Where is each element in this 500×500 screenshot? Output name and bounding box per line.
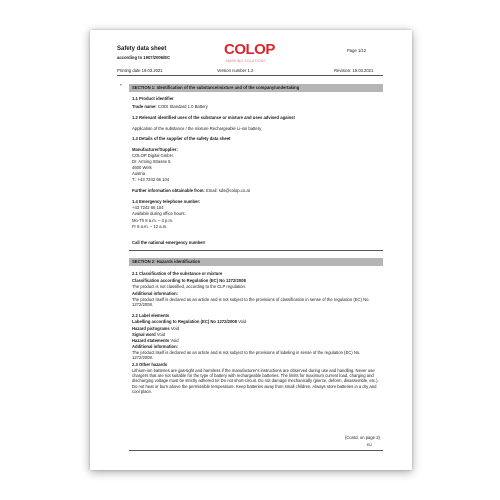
emergency-line: +43 7242 66 104 — [132, 205, 164, 210]
page-number: Page 1/12 — [347, 48, 367, 53]
revision-date: Revision: 19.03.2021 — [334, 68, 374, 73]
logo-tagline: MARKING SOLUTIONS — [226, 59, 266, 63]
pictograms-line — [132, 326, 179, 331]
continued-note: (Contd. on page 2) — [345, 435, 380, 440]
signal-word-label: Signal word — [132, 332, 156, 337]
classification-regulation: Classification according to Regulation (EC) No 1272/2008 — [132, 278, 246, 283]
logo-wordmark: COLOP — [224, 41, 275, 58]
supplier-line: Dr. Arming Strasse 5 — [132, 159, 171, 164]
not-classified-text: The product is not classified, according to the CLP regulation. — [132, 284, 246, 289]
trade-name-label: Trade name: — [132, 104, 157, 109]
emergency-line: Mo-Th 8 a.m. – 4 p.m. — [132, 218, 174, 223]
application-line: Application of the substance / the mixture Rechargeable Li-ion battery — [132, 126, 262, 131]
additional-info-label-2: Additional information: — [132, 344, 179, 349]
supplier-label: Manufacturer/Supplier: — [132, 147, 178, 152]
section-2-2-heading: 2.2 Label elements — [132, 313, 170, 318]
section-1-4-heading: 1.4 Emergency telephone number: — [132, 199, 201, 204]
classification-declaration: The product itself is declared as an article and is not subject to the provisions of classification in sense of the regulation (EC) No. 1272/2008. — [132, 297, 370, 308]
document-title: Safety data sheet — [117, 46, 167, 52]
section-1-heading: SECTION 1: Identification of the substance/mixture and of the company/undertaking — [129, 84, 383, 92]
section-1-2-heading: 1.2 Relevant identified uses of the substance or mixture and uses advised against — [132, 115, 295, 120]
emergency-line: Fr 8 a.m. – 12 a.m. — [132, 224, 168, 229]
labelling-value: Void — [238, 319, 247, 324]
section-2-heading: SECTION 2: Hazards identification — [129, 258, 383, 266]
section-2-1-heading: 2.1 Classification of the substance or mixture — [132, 271, 223, 276]
header-divider — [117, 75, 383, 76]
trade-name-value: CODI Standard 1.0 Battery — [157, 104, 208, 109]
labelling-line — [132, 319, 246, 324]
section-1-end-divider — [129, 250, 383, 251]
national-emergency-note: Call the national emergency number! — [132, 240, 206, 245]
document-subtitle: according to 1907/2006/EC — [117, 55, 171, 60]
signal-word-value: Void — [156, 332, 166, 337]
printing-date: Printing date 19.03.2021 — [117, 68, 163, 73]
supplier-line: COLOP Digital GmbH. — [132, 153, 174, 158]
emergency-line: Available during office hours: — [132, 211, 186, 216]
hazard-statements-value: Void — [170, 338, 179, 343]
supplier-line: 4600 Wels — [132, 165, 152, 170]
hazard-statements-label: Hazard statements — [132, 338, 170, 343]
section-2-end-divider — [129, 450, 383, 451]
supplier-line: T.: +43 7242 66 104 — [132, 177, 170, 182]
supplier-line: Austria — [132, 171, 146, 176]
document-page — [90, 30, 412, 470]
section-1-1-heading: 1.1 Product identifier — [132, 96, 174, 101]
section-2-3-heading: 2.3 Other hazards — [132, 362, 168, 367]
revision-marker: * — [120, 83, 122, 88]
pictograms-value: Void — [170, 326, 180, 331]
colop-logo — [224, 42, 284, 66]
further-info-email[interactable]: Email: sds@colop.co.at — [206, 188, 250, 193]
hazard-statements-line — [132, 338, 179, 343]
additional-info-label: Additional information: — [132, 291, 179, 296]
labeling-declaration: The product itself is declared as an article and is not subject to the provisions of labeling in sense of the regulation (EC) No. 1272/2008. — [132, 350, 361, 361]
pictograms-label: Hazard pictograms — [132, 326, 170, 331]
further-info-label: Further information obtainable from: — [132, 188, 205, 193]
signal-word-line — [132, 332, 165, 337]
trade-name — [132, 104, 208, 109]
labelling-label: Labelling according to Regulation (EC) No 1272/2008 — [132, 319, 237, 324]
section-1-3-heading: 1.3 Details of the supplier of the safety data sheet — [132, 136, 231, 141]
version-number: Version number 1.2 — [217, 68, 254, 73]
language-code: EU — [367, 443, 372, 447]
other-hazards-text: Lithium-ion batteries are gas-tight and harmless if the manufacturer's instructions are observed during use and handling. Never use chargers that are not suitable for the type of battery with rechargeable batteries. The limits for maximum current load, charging and discharging voltage must be strictly adhered to! Do not short-circuit. Do not damage mechanically (pierce, deform, disassemble, etc.). Do not heat or burn above the permissible temperature. Keep batteries away from small children. Always store batteries in a dry and cool place. — [132, 368, 379, 394]
further-info — [132, 188, 250, 193]
